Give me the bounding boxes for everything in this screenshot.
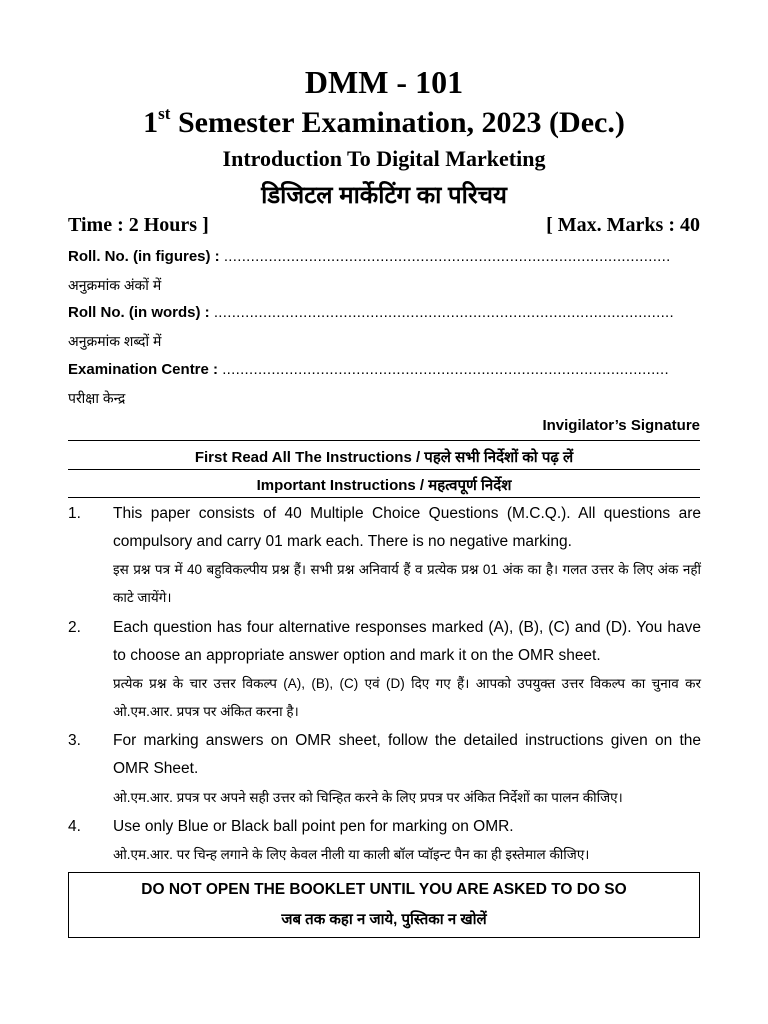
roll-words-hindi-label: अनुक्रमांक शब्दों में [68, 333, 162, 349]
roll-words-label: Roll No. (in words) : [68, 304, 214, 321]
instruction-text-english: Each question has four alternative responses marked (A), (B), (C) and (D). You have to choose an appropriate answer option and mark it on the OMR sheet. [113, 619, 701, 664]
subject-english: Introduction To Digital Marketing [222, 146, 546, 171]
notice-english: DO NOT OPEN THE BOOKLET UNTIL YOU ARE ASKED TO DO SO [141, 881, 627, 898]
time-marks-bar [68, 214, 700, 237]
important-instructions-heading: Important Instructions / महत्वपूर्ण निर्देश [256, 477, 512, 494]
roll-figures-label: Roll. No. (in figures) : [68, 248, 224, 265]
instruction-text-english: For marking answers on OMR sheet, follow the detailed instructions given on the OMR Sheet. [113, 732, 701, 777]
roll-words-field[interactable] [68, 304, 700, 321]
divider-top [68, 440, 700, 441]
roll-figures-dots: .................................................................................................... [223, 248, 671, 265]
exam-centre-hindi-label: परीक्षा केन्द्र [68, 390, 126, 406]
semester-title [0, 106, 768, 140]
divider-bottom [68, 497, 700, 498]
instruction-text-hindi: ओ.एम.आर. पर चिन्ह लगाने के लिए केवल नीली या काली बॉल प्वॉइन्ट पैन का ही इस्तेमाल कीजिए। [113, 847, 590, 862]
instruction-number: 4. [68, 818, 81, 835]
subject-hindi: डिजिटल मार्केटिंग का परिचय [261, 182, 507, 209]
first-read-heading: First Read All The Instructions / पहले सभी निर्देशों को पढ़ लें [194, 449, 574, 466]
exam-centre-dots: .................................................................................................... [222, 361, 669, 378]
semester-ordinal: st [158, 104, 171, 123]
instruction-text-english: This paper consists of 40 Multiple Choice Questions (M.C.Q.). All questions are compulsory and carry 01 mark each. There is no negative marking. [113, 505, 701, 550]
invigilator-signature-label: Invigilator’s Signature [542, 417, 700, 434]
exam-code: DMM - 101 [304, 64, 464, 100]
exam-centre-label: Examination Centre : [68, 361, 223, 378]
instruction-number: 1. [68, 505, 81, 522]
instruction-number: 3. [68, 732, 81, 749]
roll-figures-hindi-label: अनुक्रमांक अंकों में [68, 277, 162, 293]
instruction-text-hindi: प्रत्येक प्रश्न के चार उत्तर विकल्प (A), (B), (C) एवं (D) दिए गए हैं। आपको उपयुक्त उत्तर विकल्प का चुनाव कर ओ.एम.आर. प्रपत्र पर अंकित करना है। [113, 676, 701, 719]
roll-words-dots: ....................................................................................................... [213, 304, 674, 321]
instruction-text-hindi: इस प्रश्न पत्र में 40 बहुविकल्पीय प्रश्न हैं। सभी प्रश्न अनिवार्य हैं व प्रत्येक प्रश्न 01 अंक का है। गलत उत्तर के लिए अंक नहीं काटे जायेंगे। [113, 562, 701, 605]
roll-figures-field[interactable] [68, 248, 700, 265]
instruction-text-hindi: ओ.एम.आर. प्रपत्र पर अपने सही उत्तर को चिन्हित करने के लिए प्रपत्र पर अंकित निर्देशों का पालन कीजिए। [113, 790, 623, 805]
max-marks: [ Max. Marks : 40 [546, 214, 700, 236]
do-not-open-notice [68, 872, 700, 938]
notice-hindi: जब तक कहा न जाये, पुस्तिका न खोलें [281, 911, 487, 928]
time-allowed: Time : 2 Hours ] [68, 214, 209, 236]
semester-number: 1 [143, 106, 159, 139]
semester-rest: Semester Examination, 2023 (Dec.) [170, 106, 625, 139]
instruction-number: 2. [68, 619, 81, 636]
divider-middle [68, 469, 700, 470]
exam-centre-field[interactable] [68, 361, 700, 378]
instruction-text-english: Use only Blue or Black ball point pen for marking on OMR. [113, 818, 514, 835]
